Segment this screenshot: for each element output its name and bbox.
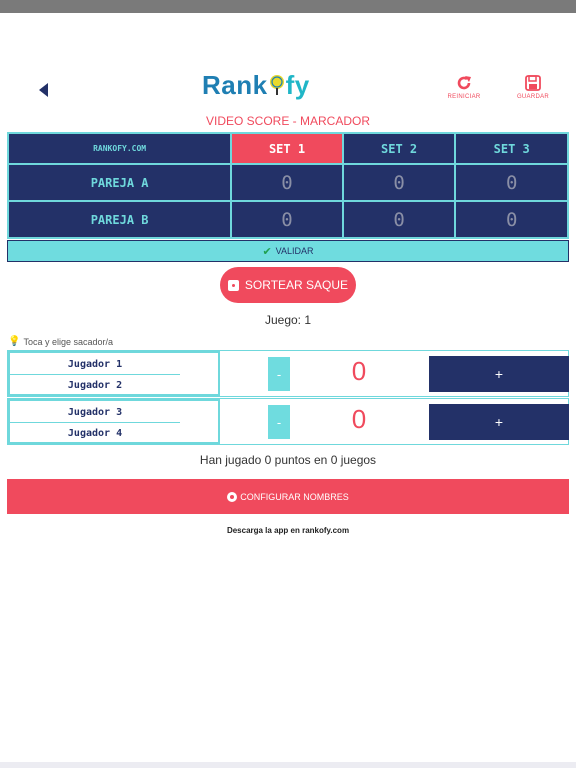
- configurar-label: CONFIGURAR NOMBRES: [240, 491, 349, 502]
- refresh-icon: [455, 74, 473, 92]
- team-b-players: [8, 399, 220, 444]
- player-2[interactable]: Jugador 2: [67, 380, 123, 391]
- team-a-plus-button[interactable]: +: [429, 356, 569, 392]
- team-b-points: 0: [351, 404, 367, 434]
- reiniciar-button[interactable]: [444, 74, 484, 100]
- pareja-b-set-1: 0: [231, 201, 343, 238]
- juego-counter: Juego: 1: [264, 313, 312, 327]
- pareja-b-row: [8, 201, 568, 238]
- site-cell: RANKOFY.COM: [8, 133, 231, 164]
- guardar-label: GUARDAR: [516, 94, 550, 100]
- lightbulb-icon: 💡: [8, 336, 21, 347]
- tab-set-3[interactable]: SET 3: [455, 133, 568, 164]
- validar-label: VALIDAR: [275, 246, 314, 256]
- team-a-points: 0: [351, 356, 367, 386]
- sortear-label: SORTEAR SAQUE: [244, 278, 349, 292]
- app-logo: [202, 70, 310, 106]
- pareja-b-set-3: 0: [455, 201, 568, 238]
- hint-label: Toca y elige sacador/a: [23, 336, 114, 347]
- check-icon: ✔: [262, 245, 272, 258]
- dice-icon: [228, 280, 239, 291]
- team-a-players: [8, 351, 220, 396]
- team-a-panel: [7, 350, 569, 397]
- pareja-a-name: PAREJA A: [8, 164, 231, 201]
- status-bar: [0, 0, 576, 13]
- hint: [8, 336, 113, 347]
- pareja-a-set-1: 0: [231, 164, 343, 201]
- configurar-nombres-button[interactable]: [7, 479, 569, 514]
- validar-button[interactable]: [7, 240, 569, 262]
- player-1[interactable]: Jugador 1: [10, 355, 180, 375]
- back-button[interactable]: [36, 82, 50, 98]
- team-a-minus-button[interactable]: -: [268, 357, 290, 391]
- player-4[interactable]: Jugador 4: [67, 428, 123, 439]
- score-table: [7, 132, 569, 239]
- bottom-bar: [0, 762, 576, 768]
- page-subtitle: VIDEO SCORE - MARCADOR: [205, 114, 370, 128]
- guardar-button[interactable]: [513, 74, 553, 100]
- footer-download-text: Descarga la app en rankofy.com: [226, 526, 350, 535]
- match-summary: Han jugado 0 puntos en 0 juegos: [199, 453, 377, 467]
- score-header-row: [8, 133, 568, 164]
- reiniciar-label: REINICIAR: [447, 94, 481, 100]
- pareja-a-row: [8, 164, 568, 201]
- team-b-plus-button[interactable]: +: [429, 404, 569, 440]
- team-b-panel: [7, 398, 569, 445]
- team-b-minus-button[interactable]: -: [268, 405, 290, 439]
- racket-icon: [268, 72, 286, 92]
- player-3[interactable]: Jugador 3: [10, 403, 180, 423]
- pareja-a-set-3: 0: [455, 164, 568, 201]
- logo-text-rank: Rank: [202, 70, 268, 100]
- tab-set-1[interactable]: SET 1: [231, 133, 343, 164]
- pareja-b-set-2: 0: [343, 201, 456, 238]
- save-icon: [524, 74, 542, 92]
- back-arrow-icon: [36, 82, 50, 98]
- pareja-b-name: PAREJA B: [8, 201, 231, 238]
- tab-set-2[interactable]: SET 2: [343, 133, 456, 164]
- gear-icon: [227, 492, 237, 502]
- sortear-saque-button[interactable]: [220, 267, 356, 303]
- logo-text-fy: fy: [285, 70, 310, 100]
- pareja-a-set-2: 0: [343, 164, 456, 201]
